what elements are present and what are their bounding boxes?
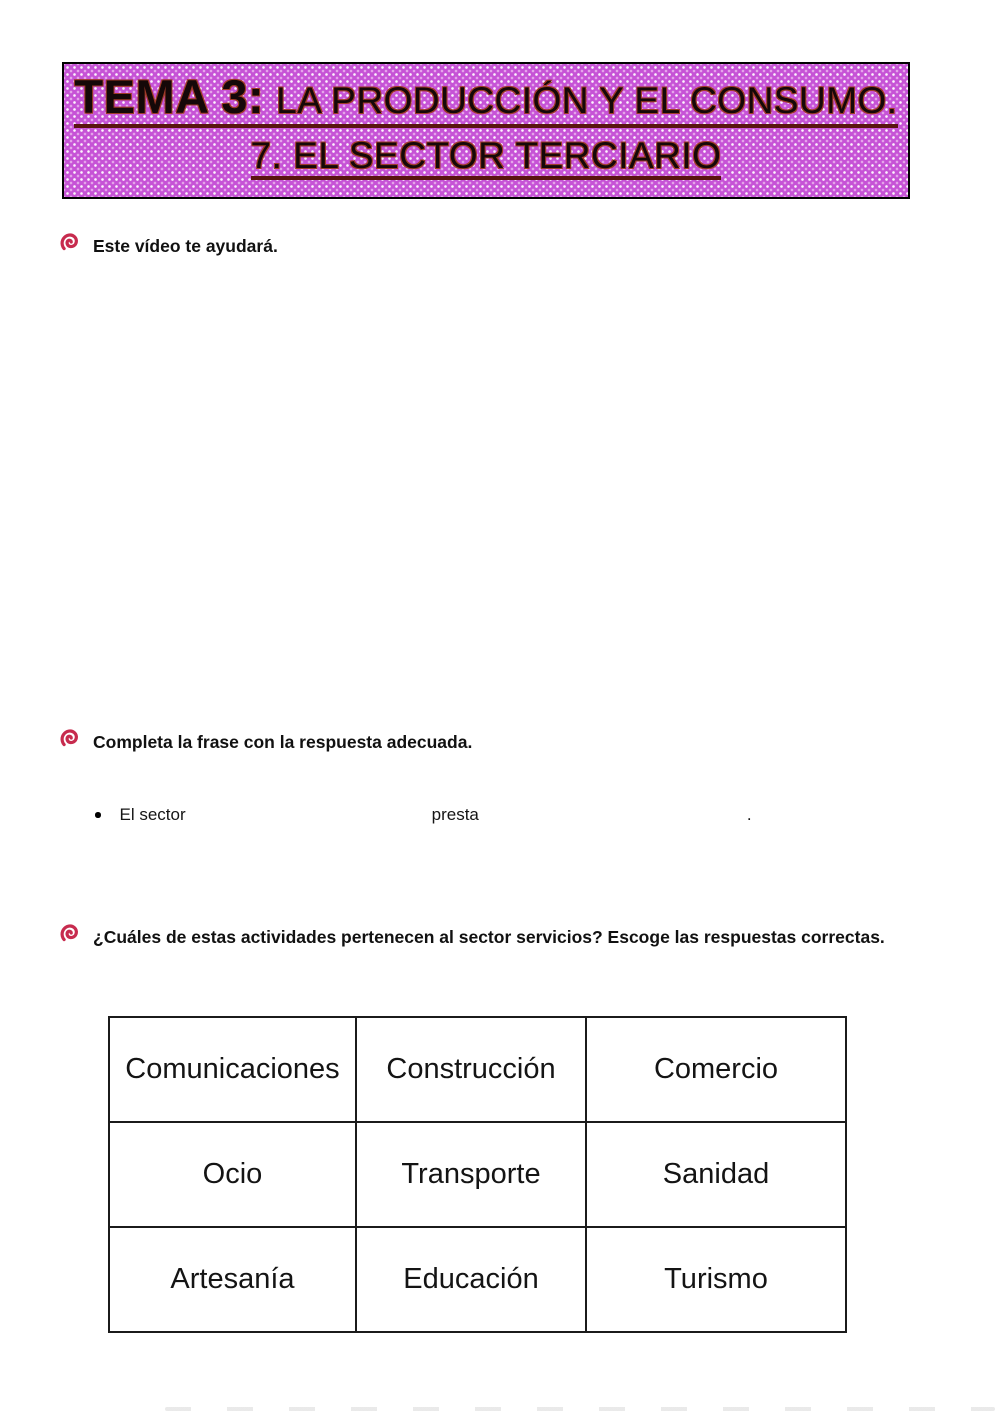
sentence-text-2: presta (431, 805, 479, 824)
spiral-icon (57, 921, 83, 947)
option-cell-comunicaciones[interactable]: Comunicaciones (109, 1017, 356, 1122)
section-choose-activities-label: ¿Cuáles de estas actividades pertenecen al sector servicios? Escoge las respuestas correctas. (93, 927, 885, 947)
spiral-icon (57, 726, 83, 752)
option-cell-comercio[interactable]: Comercio (586, 1017, 846, 1122)
fill-in-sentence (95, 804, 752, 826)
bullet-dot-icon (95, 812, 101, 818)
table-row (109, 1227, 846, 1332)
sentence-period: . (746, 805, 752, 824)
video-area (62, 272, 910, 707)
sentence-blank-1[interactable] (186, 804, 432, 824)
cutoff-next-content (165, 1407, 995, 1411)
table-row (109, 1122, 846, 1227)
table-row (109, 1017, 846, 1122)
option-cell-turismo[interactable]: Turismo (586, 1227, 846, 1332)
title-tema: TEMA 3: (74, 70, 265, 123)
section-complete-sentence (57, 726, 472, 753)
option-cell-educacion[interactable]: Educación (356, 1227, 586, 1332)
title-line-1 (74, 71, 897, 128)
section-video (57, 230, 278, 257)
option-cell-artesania[interactable]: Artesanía (109, 1227, 356, 1332)
section-video-label: Este vídeo te ayudará. (93, 236, 278, 256)
activities-table (108, 1016, 847, 1333)
title-line1-rest: LA PRODUCCIÓN Y EL CONSUMO. (276, 80, 898, 121)
option-cell-transporte[interactable]: Transporte (356, 1122, 586, 1227)
option-cell-sanidad[interactable]: Sanidad (586, 1122, 846, 1227)
section-choose-activities (57, 921, 911, 948)
option-cell-ocio[interactable]: Ocio (109, 1122, 356, 1227)
spiral-icon (57, 230, 83, 256)
option-cell-construccion[interactable]: Construcción (356, 1017, 586, 1122)
title-line-2: 7. EL SECTOR TERCIARIO (251, 135, 722, 180)
title-banner (62, 62, 910, 199)
section-complete-sentence-label: Completa la frase con la respuesta adecuada. (93, 732, 473, 752)
sentence-text-1: El sector (119, 805, 186, 824)
sentence-blank-2[interactable] (479, 804, 747, 824)
